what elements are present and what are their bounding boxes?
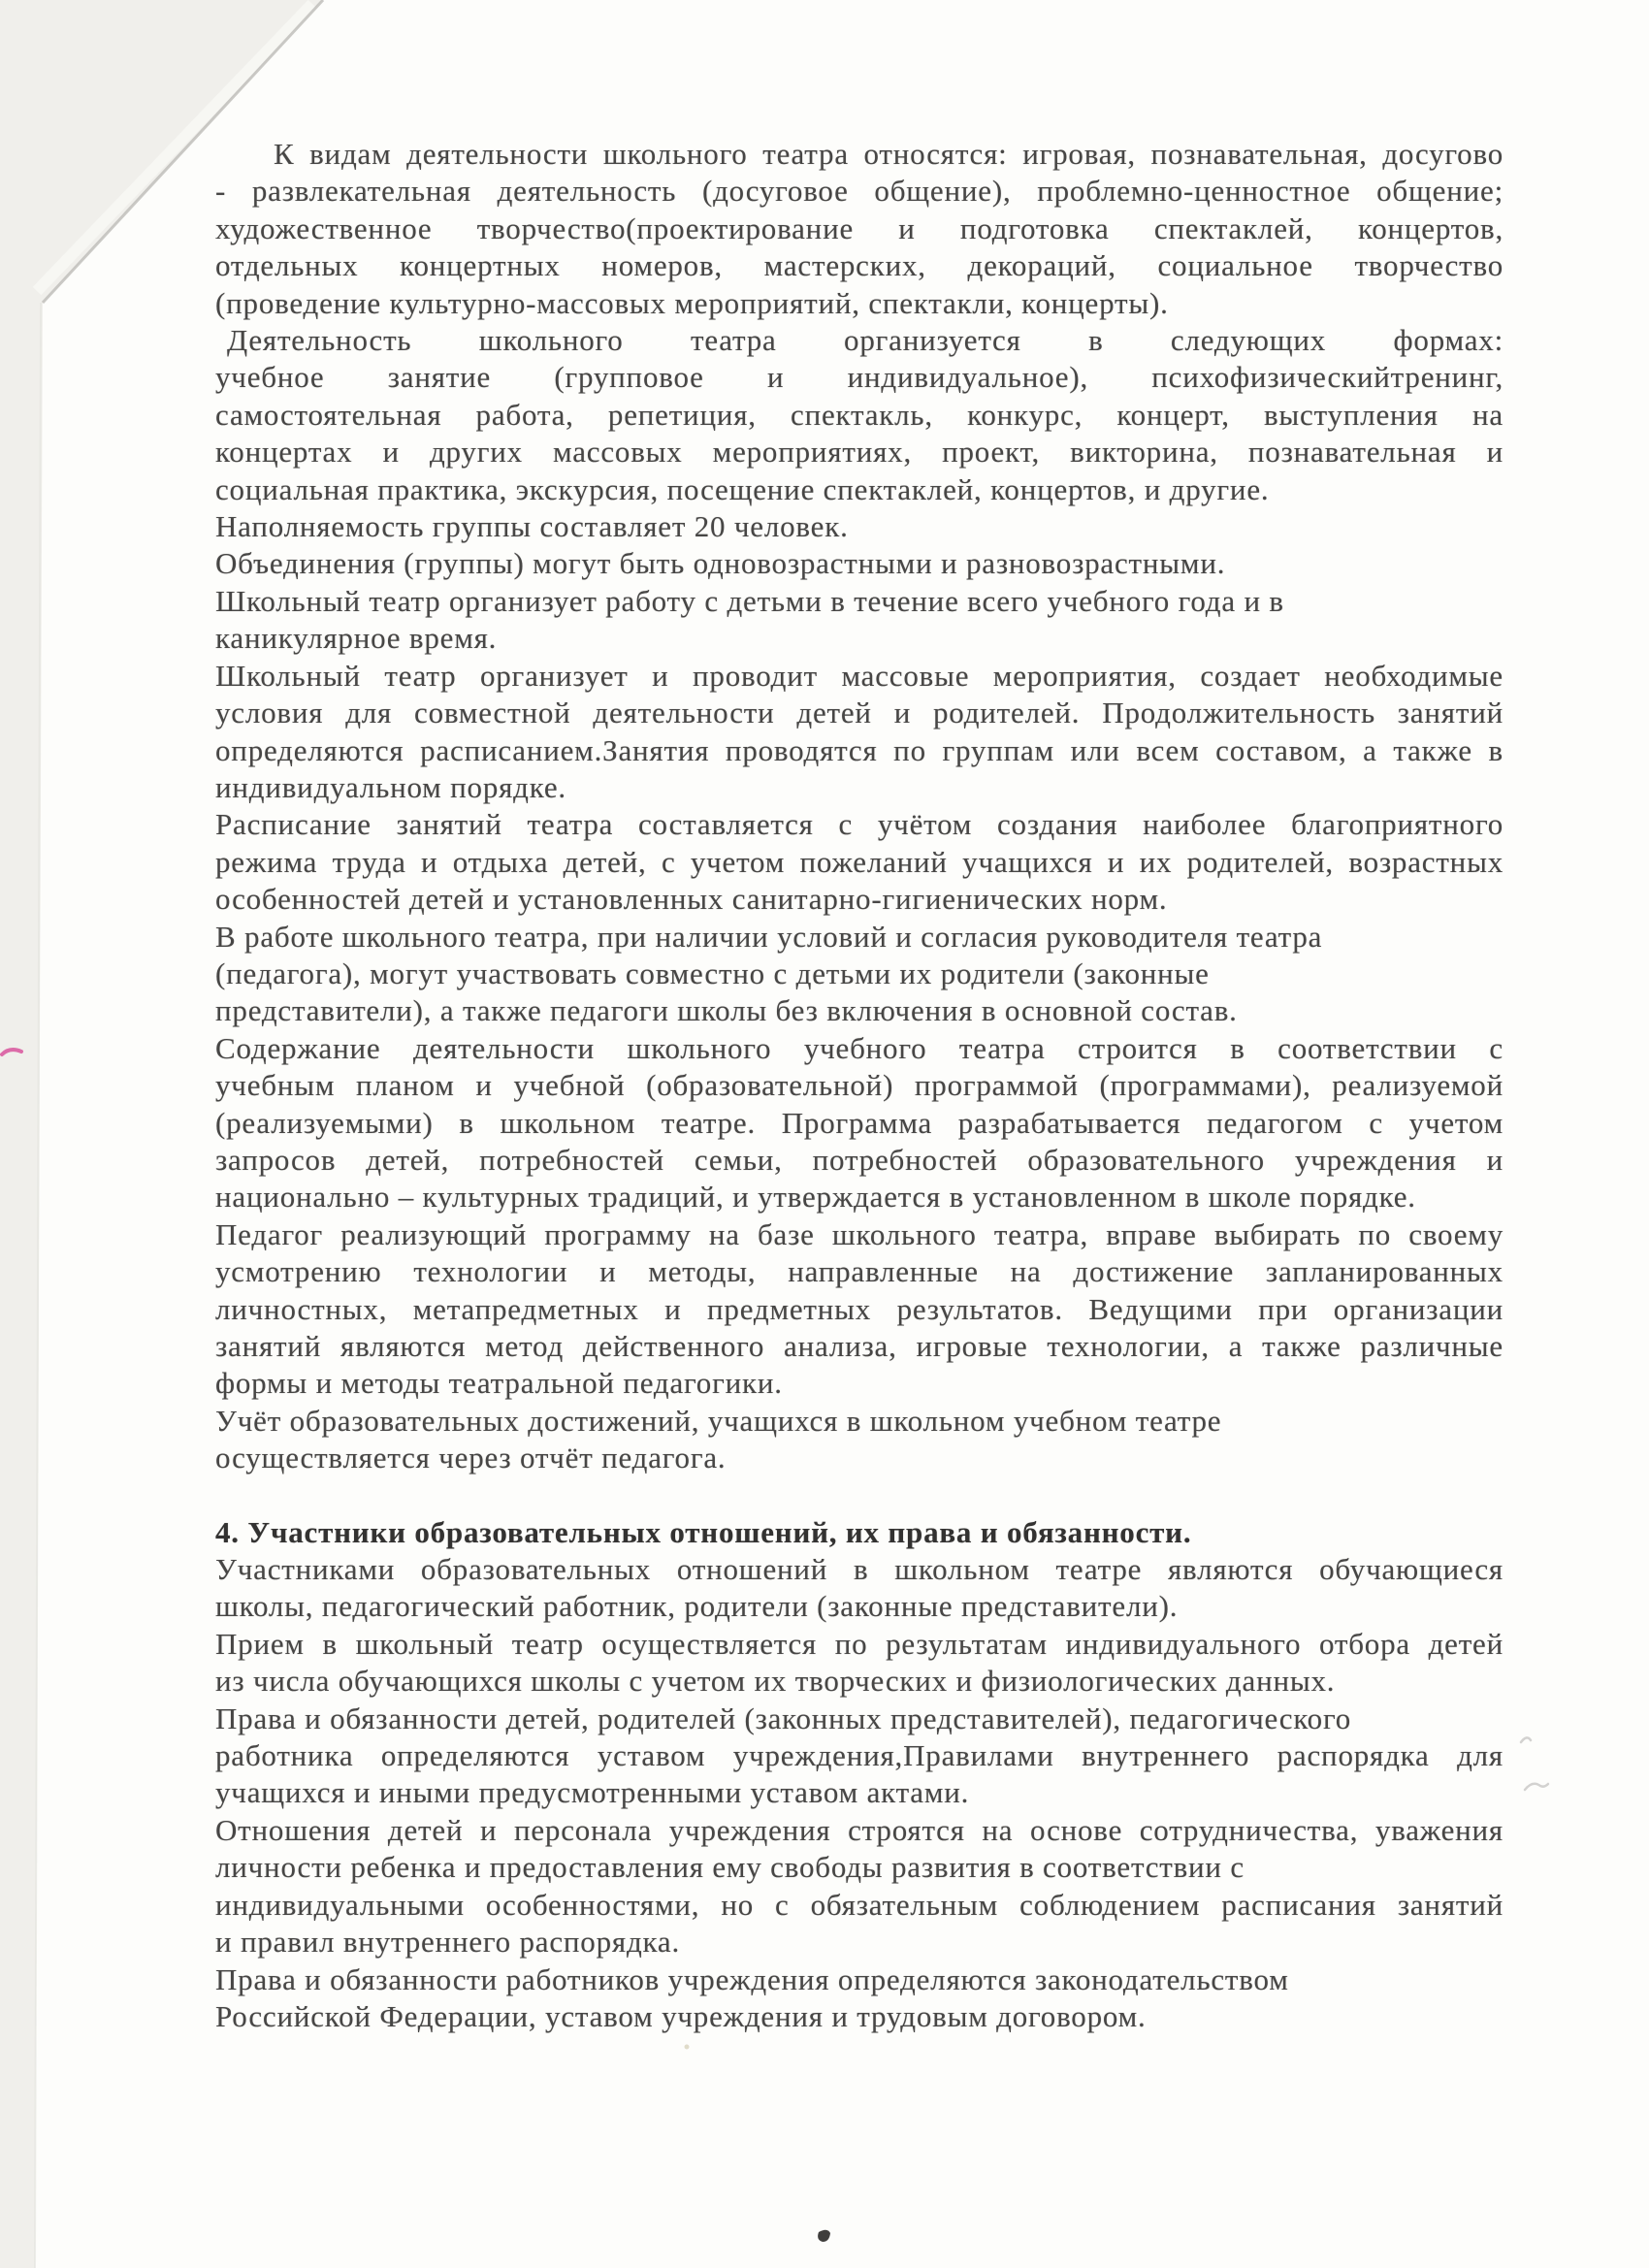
paragraph: [215, 658, 1504, 807]
section-heading: [215, 1514, 1504, 1551]
text-line: Деятельность школьного театра организуется в следующих формах:: [227, 323, 1504, 358]
text-line: личности ребенка и предоставления ему свободы развития в соответствии с: [215, 1850, 1245, 1885]
text-line: Содержание деятельности школьного учебного театра строится в соответствии с: [215, 1030, 1504, 1065]
text-line: В работе школьного театра, при наличии условий и согласия руководителя театра: [215, 919, 1323, 954]
text-line: Школьный театр организует и проводит массовые мероприятия, создает необходимые: [215, 658, 1504, 693]
paragraph: [215, 545, 1504, 582]
text-line: Отношения детей и персонала учреждения строятся на основе сотрудничества, уважения: [215, 1812, 1504, 1847]
text-line: определяются расписанием.Занятия проводятся по группам или всем составом, а также в: [215, 732, 1504, 767]
text-line: запросов детей, потребностей семьи, потребностей образовательного учреждения и: [215, 1142, 1504, 1177]
text-line: режима труда и отдыха детей, с учетом пожеланий учащихся и их родителей, возрастных: [215, 844, 1504, 879]
text-line: представители), а также педагоги школы без включения в основной состав.: [215, 993, 1238, 1028]
paragraph: [215, 1030, 1504, 1216]
paragraph: [215, 136, 1504, 322]
text-line: Расписание занятий театра составляется с учётом создания наиболее благоприятного: [215, 807, 1504, 842]
paragraph: [215, 919, 1504, 1030]
text-line: каникулярное время.: [215, 621, 498, 656]
text-line: занятий являются метод действенного анализа, игровые технологии, а также различные: [215, 1329, 1504, 1363]
text-line: (реализуемыми) в школьном театре. Программа разрабатывается педагогом с учетом: [215, 1105, 1504, 1140]
text-line: работника определяются уставом учреждения,Правилами внутреннего распорядка для: [215, 1738, 1504, 1773]
paragraph: [215, 1551, 1504, 1626]
text-line: К видам деятельности школьного театра относятся: игровая, познавательная, досугово: [274, 137, 1504, 171]
text-line: - развлекательная деятельность (досуговое общение), проблемно-ценностное общение;: [215, 174, 1504, 209]
paragraph: [215, 1701, 1504, 1812]
document-text: [215, 136, 1504, 2035]
text-line: учебное занятие (групповое и индивидуальное), психофизическийтренинг,: [215, 360, 1504, 395]
text-line: 4. Участники образовательных отношений, их права и обязанности.: [215, 1514, 1192, 1549]
text-line: учебным планом и учебной (образовательной) программой (программами), реализуемой: [215, 1068, 1504, 1103]
text-line: концертах и других массовых мероприятиях, проект, викторина, познавательная и: [215, 435, 1504, 470]
text-line: школы, педагогический работник, родители (законные представители).: [215, 1589, 1179, 1624]
paragraph: [215, 806, 1504, 918]
paragraph: [215, 1812, 1504, 1961]
text-line: усмотрению технологии и методы, направленные на достижение запланированных: [215, 1254, 1504, 1289]
text-line: особенностей детей и установленных санитарно-гигиенических норм.: [215, 882, 1168, 917]
text-line: личностных, метапредметных и предметных результатов. Ведущими при организации: [215, 1291, 1504, 1326]
paragraph: [215, 322, 1504, 508]
paragraph: [215, 1961, 1504, 2036]
text-line: индивидуальными особенностями, но с обязательным соблюдением расписания занятий: [215, 1887, 1504, 1922]
dust-speck: [685, 2045, 690, 2050]
paragraph: [215, 1216, 1504, 1403]
text-line: (педагога), могут участвовать совместно с детьми их родители (законные: [215, 956, 1210, 990]
pencil-mark: [1521, 1737, 1548, 1790]
text-line: Права и обязанности детей, родителей (законных представителей), педагогического: [215, 1701, 1351, 1735]
text-line: отдельных концертных номеров, мастерских, декораций, социальное творчество: [215, 248, 1504, 283]
text-line: формы и методы театральной педагогики.: [215, 1366, 783, 1401]
paragraph: [215, 1403, 1504, 1477]
text-line: учащихся и иными предусмотренными уставом актами.: [215, 1775, 970, 1810]
text-line: из числа обучающихся школы с учетом их творческих и физиологических данных.: [215, 1664, 1336, 1699]
text-line: индивидуальном порядке.: [215, 769, 566, 804]
text-line: Школьный театр организует работу с детьми в течение всего учебного года и в: [215, 583, 1284, 618]
text-line: Российской Федерации, уставом учреждения и трудовым договором.: [215, 1998, 1147, 2033]
text-line: Прием в школьный театр осуществляется по результатам индивидуального отбора детей: [215, 1626, 1504, 1661]
text-line: условия для совместной деятельности детей и родителей. Продолжительность занятий: [215, 696, 1504, 730]
text-line: социальная практика, экскурсия, посещение спектаклей, концертов, и другие.: [215, 471, 1270, 506]
text-line: Права и обязанности работников учреждения определяются законодательством: [215, 1961, 1289, 1996]
text-line: Педагог реализующий программу на базе школьного театра, вправе выбирать по своему: [215, 1216, 1504, 1251]
paragraph: [215, 508, 1504, 545]
text-line: осуществляется через отчёт педагога.: [215, 1441, 727, 1475]
text-line: Учёт образовательных достижений, учащихся в школьном учебном театре: [215, 1403, 1222, 1438]
text-line: (проведение культурно-массовых мероприятий, спектакли, концерты).: [215, 285, 1169, 320]
text-line: Наполняемость группы составляет 20 человек.: [215, 509, 849, 544]
ink-speck: [818, 2230, 830, 2242]
paragraph: [215, 583, 1504, 658]
text-line: самостоятельная работа, репетиция, спектакль, конкурс, концерт, выступления на: [215, 397, 1504, 432]
text-line: художественное творчество(проектирование и подготовка спектаклей, концертов,: [215, 211, 1504, 245]
text-line: и правил внутреннего распорядка.: [215, 1925, 681, 1960]
text-line: Участниками образовательных отношений в школьном театре являются обучающиеся: [215, 1552, 1504, 1587]
paragraph: [215, 1626, 1504, 1701]
text-line: Объединения (группы) могут быть одновозрастными и разновозрастными.: [215, 546, 1226, 581]
text-line: национально – культурных традиций, и утверждается в установленном в школе порядке.: [215, 1180, 1416, 1215]
